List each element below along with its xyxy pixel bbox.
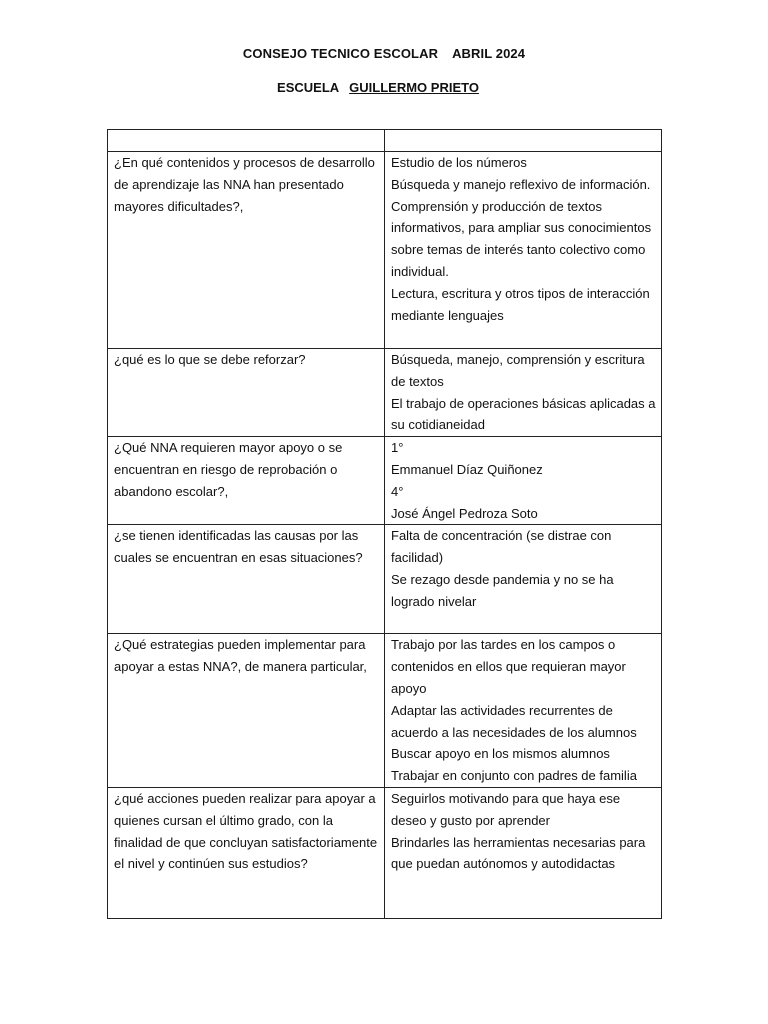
answer-line: Búsqueda y manejo reflexivo de información.: [391, 176, 651, 192]
table-row: [108, 634, 662, 788]
answer-cell: [385, 349, 662, 437]
answer-line: 4°: [391, 483, 404, 499]
answer-line: Seguirlos motivando para que haya ese deseo y gusto por aprender: [391, 790, 621, 828]
question-text: ¿Qué NNA requieren mayor apoyo o se encuentran en riesgo de reprobación o abandono escolar?,: [114, 440, 343, 499]
question-cell: [108, 634, 385, 788]
question-cell: [108, 349, 385, 437]
answer-cell: [385, 152, 662, 349]
question-text: ¿se tienen identificadas las causas por las cuales se encuentran en esas situaciones?: [114, 528, 363, 566]
document-title: [0, 46, 768, 61]
council-table: [107, 129, 662, 919]
answer-line: Emmanuel Díaz Quiñonez: [391, 461, 543, 477]
table-row: [108, 437, 662, 525]
answer-cell: [385, 525, 662, 634]
table-row: [108, 152, 662, 349]
answer-line: Buscar apoyo en los mismos alumnos: [391, 746, 610, 762]
question-text: ¿qué es lo que se debe reforzar?: [114, 352, 306, 367]
answer-line: Trabajar en conjunto con padres de familia: [391, 768, 637, 784]
question-text: ¿En qué contenidos y procesos de desarrollo de aprendizaje las NNA han presentado mayores dificultades?,: [114, 155, 375, 214]
council-title: CONSEJO TECNICO ESCOLAR: [242, 46, 439, 61]
school-name: GUILLERMO PRIETO: [349, 80, 479, 95]
answer-cell: [385, 437, 662, 525]
table-header-row: [108, 130, 662, 152]
school-label: ESCUELA: [277, 80, 340, 95]
answer-line: El trabajo de operaciones básicas aplicadas a su cotidianeidad: [391, 395, 656, 433]
answer-line: José Ángel Pedroza Soto: [391, 505, 538, 521]
question-cell: [108, 437, 385, 525]
answer-line: Comprensión y producción de textos informativos, para ampliar sus conocimientos sobre temas de interés tanto colectivo como individual.: [391, 198, 652, 279]
header-cell-2: [385, 130, 662, 152]
header-cell-1: [108, 130, 385, 152]
question-cell: [108, 152, 385, 349]
table-row: [108, 787, 662, 918]
answer-line: Adaptar las actividades recurrentes de acuerdo a las necesidades de los alumnos: [391, 702, 637, 740]
answer-line: Estudio de los números: [391, 155, 527, 170]
question-text: ¿qué acciones pueden realizar para apoyar a quienes cursan el último grado, con la finalidad de que concluyan satisfactoriamente el nivel y continúen sus estudios?: [114, 790, 378, 872]
answer-cell: [385, 787, 662, 918]
school-heading: [0, 80, 768, 95]
council-date: ABRIL 2024: [452, 46, 526, 61]
answer-line: Búsqueda, manejo, comprensión y escritura de textos: [391, 352, 645, 389]
table-row: [108, 349, 662, 437]
answer-cell: [385, 634, 662, 788]
answer-line: Se rezago desde pandemia y no se ha logrado nivelar: [391, 571, 614, 609]
answer-line: Brindarles las herramientas necesarias para que puedan autónomos y autodidactas: [391, 834, 646, 872]
answer-line: Trabajo por las tardes en los campos o contenidos en ellos que requieran mayor apoyo: [391, 637, 626, 696]
table-row: [108, 525, 662, 634]
question-cell: [108, 525, 385, 634]
answer-line: 1°: [391, 440, 404, 456]
question-text: ¿Qué estrategias pueden implementar para apoyar a estas NNA?, de manera particular,: [114, 637, 367, 675]
answer-line: Falta de concentración (se distrae con facilidad): [391, 528, 612, 566]
question-cell: [108, 787, 385, 918]
answer-line: Lectura, escritura y otros tipos de interacción mediante lenguajes: [391, 285, 650, 323]
